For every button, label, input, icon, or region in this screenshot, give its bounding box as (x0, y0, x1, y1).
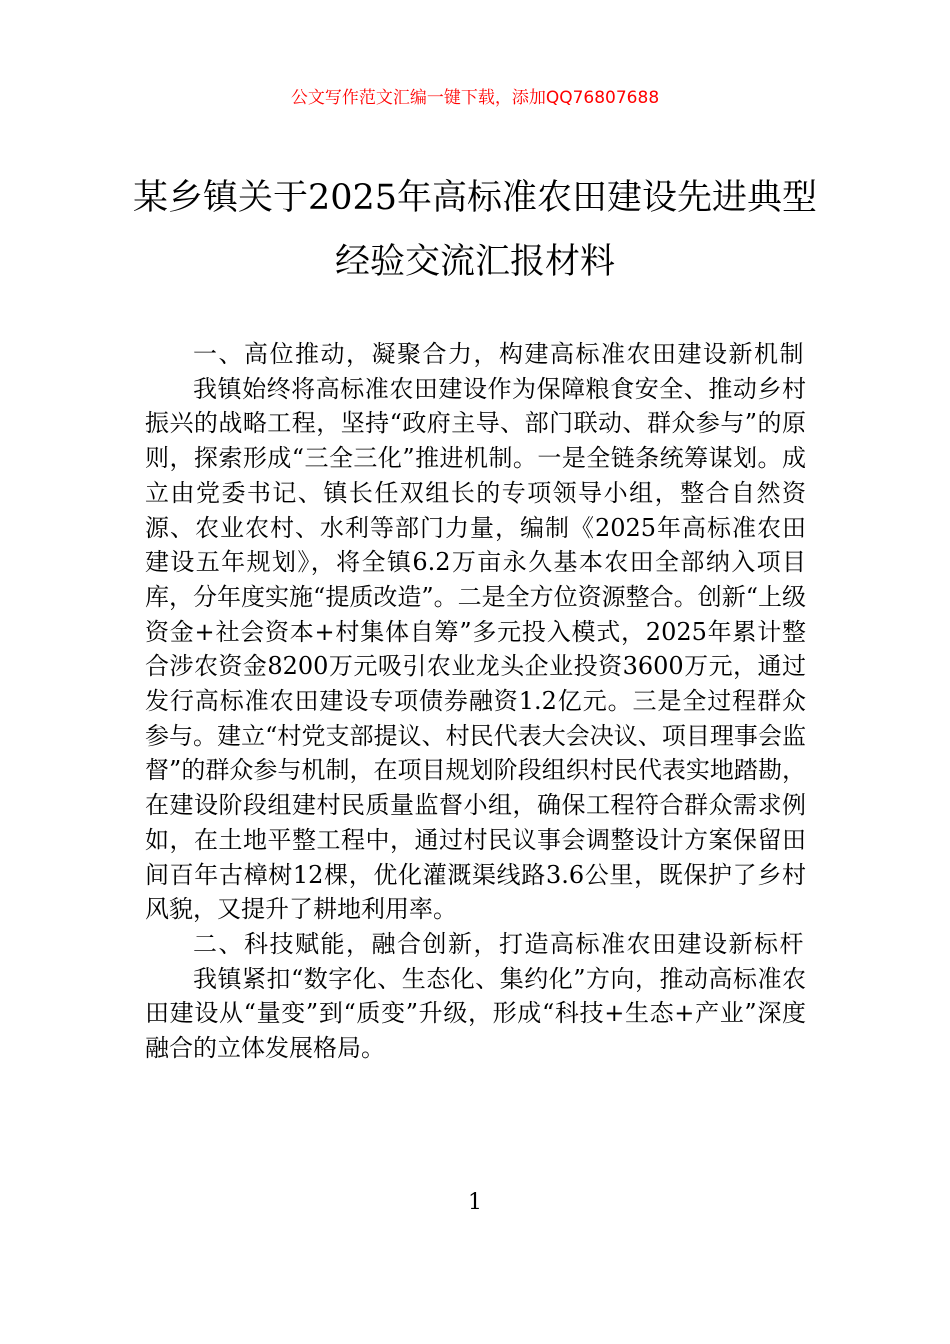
document-title: 某乡镇关于2025年高标准农田建设先进典型经验交流汇报材料 (132, 178, 818, 282)
page-number: 1 (468, 1190, 482, 1215)
section-heading-2: 二、科技赋能，融合创新，打造高标准农田建设新标杆 (193, 929, 805, 958)
body-paragraph-2: 我镇紧扣“数字化、生态化、集约化”方向，推动高标准农田建设从“量变”到“质变”升级，形成“科技+生态+产业”深度融合的立体发展格局。 (145, 964, 806, 1063)
document-body (145, 337, 806, 1066)
body-paragraph-1: 我镇始终将高标准农田建设作为保障粮食安全、推动乡村振兴的战略工程，坚持“政府主导、部门联动、群众参与”的原则，探索形成“三全三化”推进机制。一是全链条统筹谋划。成立由党委书记、镇长任双组长的专项领导小组，整合自然资源、农业农村、水利等部门力量，编制《2025年高标准农田建设五年规划》，将全镇6.2万亩永久基本农田全部纳入项目库，分年度实施“提质改造”。二是全方位资源整合。创新“上级资金+社会资本+村集体自筹”多元投入模式，2025年累计整合涉农资金8200万元吸引农业龙头企业投资3600万元，通过发行高标准农田建设专项债券融资1.2亿元。三是全过程群众参与。建立“村党支部提议、村民代表大会决议、项目理事会监督”的群众参与机制，在项目规划阶段组织村民代表实地踏勘，在建设阶段组建村民质量监督小组，确保工程符合群众需求例如，在土地平整工程中，通过村民议事会调整设计方案保留田间百年古樟树12棵，优化灌溉渠线路3.6公里，既保护了乡村风貌，又提升了耕地利用率。 (145, 374, 806, 924)
download-banner: 公文写作范文汇编一键下载，添加QQ76807688 (290, 88, 660, 108)
section-heading-1: 一、高位推动，凝聚合力，构建高标准农田建设新机制 (193, 340, 805, 368)
